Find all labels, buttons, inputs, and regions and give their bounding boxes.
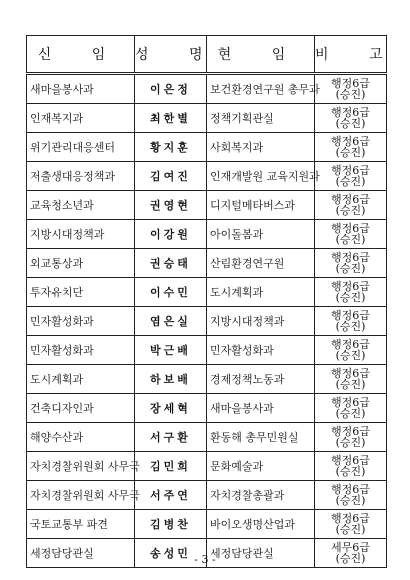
current-post-cell: 환동해 총무민원실 [207,423,315,452]
promotion-status-text: (승진) [335,175,366,188]
header-current-post: 현 임 [207,36,315,74]
current-post-cell: 문화예술과 [207,452,315,481]
person-name-cell: 김민희 [135,452,207,481]
grade-text: 행정6급 [331,425,370,438]
new-post-cell: 국토교통부 파견 [27,510,135,539]
promotion-status-text: (승진) [335,146,366,159]
note-cell [315,336,387,365]
grade-text: 행정6급 [331,135,370,148]
note-cell [315,220,387,249]
promotion-status-text: (승진) [335,88,366,101]
person-name-cell: 서주연 [135,481,207,510]
new-post-cell: 외교통상과 [27,249,135,278]
grade-text: 행정6급 [331,164,370,177]
header-new-post: 신 임 [27,36,135,74]
grade-text: 행정6급 [331,338,370,351]
new-post-cell: 지방시대정책과 [27,220,135,249]
grade-text: 행정6급 [331,454,370,467]
person-name-cell: 권승태 [135,249,207,278]
current-post-cell: 보건환경연구원 총무과 [207,74,315,104]
promotion-status-text: (승진) [335,465,366,478]
person-name-cell: 이수민 [135,278,207,307]
grade-text: 행정6급 [331,309,370,322]
promotion-status-text: (승진) [335,407,366,420]
note-cell [315,307,387,336]
promotion-status-text: (승진) [335,117,366,130]
person-name-cell: 이은정 [135,74,207,104]
promotion-status-text: (승진) [335,378,366,391]
current-post-cell: 새마을봉사과 [207,394,315,423]
table-row [27,104,387,133]
person-name-cell: 송성민 [135,539,207,568]
note-cell [315,452,387,481]
table-row [27,423,387,452]
table-row [27,394,387,423]
note-cell [315,162,387,191]
current-post-cell: 민자활성화과 [207,336,315,365]
promotion-status-text: (승진) [335,291,366,304]
grade-text: 행정6급 [331,512,370,525]
current-post-cell: 지방시대정책과 [207,307,315,336]
new-post-cell: 자치경찰위원회 사무국 [27,452,135,481]
new-post-cell: 교육청소년과 [27,191,135,220]
note-cell [315,510,387,539]
note-cell [315,74,387,104]
note-cell [315,191,387,220]
person-name-cell: 하보배 [135,365,207,394]
current-post-cell: 세정담당관실 [207,539,315,568]
note-cell [315,423,387,452]
new-post-cell: 해양수산과 [27,423,135,452]
note-cell [315,481,387,510]
new-post-cell: 민자활성화과 [27,336,135,365]
current-post-cell: 사회복지과 [207,133,315,162]
current-post-cell: 인재개발원 교육지원과 [207,162,315,191]
table-row [27,365,387,394]
grade-text: 행정6급 [331,222,370,235]
table-body [27,74,387,568]
new-post-cell: 인재복지과 [27,104,135,133]
person-name-cell: 이강원 [135,220,207,249]
person-name-cell: 염은실 [135,307,207,336]
current-post-cell: 도시계획과 [207,278,315,307]
promotion-status-text: (승진) [335,494,366,507]
table-row [27,162,387,191]
grade-text: 행정6급 [331,77,370,90]
promotion-status-text: (승진) [335,436,366,449]
person-name-cell: 권영현 [135,191,207,220]
grade-text: 행정6급 [331,251,370,264]
table-row [27,307,387,336]
grade-text: 행정6급 [331,106,370,119]
new-post-cell: 새마을봉사과 [27,74,135,104]
promotion-status-text: (승진) [335,204,366,217]
current-post-cell: 산림환경연구원 [207,249,315,278]
table-row [27,452,387,481]
person-name-cell: 박근배 [135,336,207,365]
new-post-cell: 위기관리대응센터 [27,133,135,162]
person-name-cell: 장세혁 [135,394,207,423]
header-name: 성 명 [135,36,207,74]
new-post-cell: 도시계획과 [27,365,135,394]
table-row [27,74,387,104]
header-note: 비 고 [315,36,387,74]
new-post-cell: 저출생대응정책과 [27,162,135,191]
page-number: - 3 - [194,553,216,566]
current-post-cell: 디지털메타버스과 [207,191,315,220]
note-cell [315,104,387,133]
person-name-cell: 최한별 [135,104,207,133]
person-name-cell: 황지훈 [135,133,207,162]
promotion-status-text: (승진) [335,552,366,565]
table-row [27,336,387,365]
table-row [27,278,387,307]
promotion-status-text: (승진) [335,262,366,275]
new-post-cell: 자치경찰위원회 사무국 [27,481,135,510]
table-row [27,481,387,510]
table-row [27,249,387,278]
new-post-cell: 건축디자인과 [27,394,135,423]
grade-text: 행정6급 [331,396,370,409]
note-cell [315,278,387,307]
note-cell [315,249,387,278]
grade-text: 행정6급 [331,367,370,380]
grade-text: 행정6급 [331,280,370,293]
current-post-cell: 경제정책노동과 [207,365,315,394]
person-name-cell: 김병찬 [135,510,207,539]
current-post-cell: 자치경찰총괄과 [207,481,315,510]
personnel-table [26,35,401,568]
new-post-cell: 세정담당관실 [27,539,135,568]
note-cell [315,365,387,394]
note-cell [315,133,387,162]
current-post-cell: 아이돌봄과 [207,220,315,249]
promotion-status-text: (승진) [335,320,366,333]
grade-text: 행정6급 [331,193,370,206]
person-name-cell: 서구환 [135,423,207,452]
grade-text: 세무6급 [331,541,370,554]
person-name-cell: 김여진 [135,162,207,191]
grade-text: 행정6급 [331,483,370,496]
table-header-row [27,36,387,74]
table-row [27,191,387,220]
current-post-cell: 정책기획관실 [207,104,315,133]
promotion-status-text: (승진) [335,349,366,362]
current-post-cell: 바이오생명산업과 [207,510,315,539]
new-post-cell: 민자활성화과 [27,307,135,336]
table-row [27,510,387,539]
table-row [27,133,387,162]
new-post-cell: 투자유치단 [27,278,135,307]
promotion-status-text: (승진) [335,523,366,536]
table-row [27,220,387,249]
promotion-status-text: (승진) [335,233,366,246]
note-cell [315,394,387,423]
